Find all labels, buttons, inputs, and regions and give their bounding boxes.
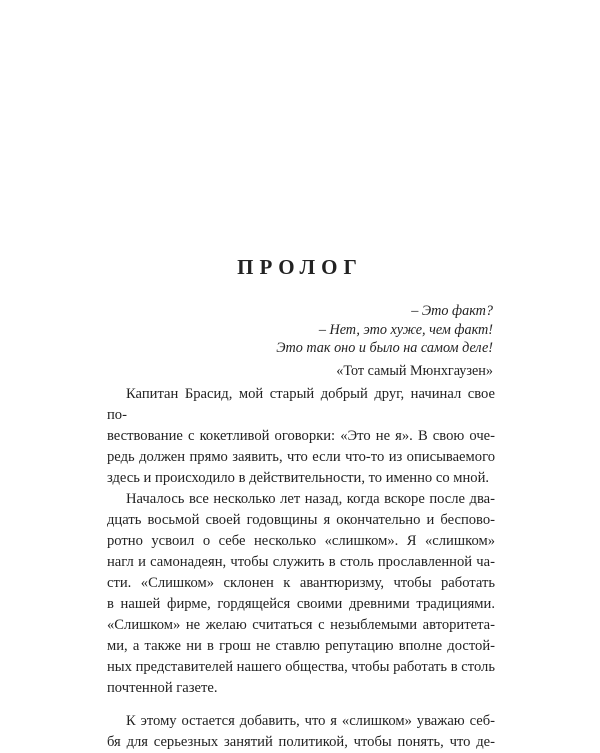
text-line: почтенной газете.: [107, 680, 218, 696]
text-line: ных представителей нашего общества, чтобы работать в столь: [107, 659, 495, 675]
text-line: бя для серьезных занятий политикой, чтобы понять, что де-: [107, 734, 495, 750]
epigraph-source: «Тот самый Мюнхгаузен»: [336, 362, 493, 379]
text-line: здесь и происходило в действительности, то именно со мной.: [107, 470, 490, 486]
text-line: нагл и самонадеян, чтобы служить в столь прославленной ча-: [107, 554, 495, 570]
text-line: сти. «Слишком» склонен к авантюризму, чтобы работать: [107, 575, 495, 591]
paragraph-2: [107, 489, 495, 699]
epigraph-line: Это так оно и было на самом деле!: [276, 340, 493, 356]
text-line: редь должен прямо заявить, что если что-то из описываемого: [107, 449, 495, 465]
text-line: ротно усвоил о себе несколько «слишком». Я «слишком»: [107, 533, 495, 549]
paragraph-1: [107, 384, 495, 489]
text-line: ми, а также ни в грош не ставлю репутацию вполне достой-: [107, 638, 495, 654]
text-line: вествование с кокетливой оговорки: «Это не я». В свою оче-: [107, 428, 495, 444]
text-line: дцать восьмой своей годовщины я окончательно и беспово-: [107, 512, 495, 528]
text-line: «Слишком» не желаю считаться с незыблемыми авторитета-: [107, 617, 495, 633]
epigraph: [276, 302, 493, 380]
text-line: К этому остается добавить, что я «слишком» уважаю себ-: [126, 713, 495, 729]
text-line: Капитан Брасид, мой старый добрый друг, начинал свое по-: [107, 386, 495, 423]
epigraph-line: – Это факт?: [411, 303, 493, 319]
body-text: [107, 384, 495, 753]
chapter-title: ПРОЛОГ: [237, 255, 363, 279]
epigraph-line: – Нет, это хуже, чем факт!: [318, 321, 493, 338]
paragraph-3: [107, 711, 495, 753]
text-line: в нашей фирме, гордящейся своими древними традициями.: [107, 596, 495, 612]
text-line: Началось все несколько лет назад, когда вскоре после два-: [126, 491, 495, 507]
